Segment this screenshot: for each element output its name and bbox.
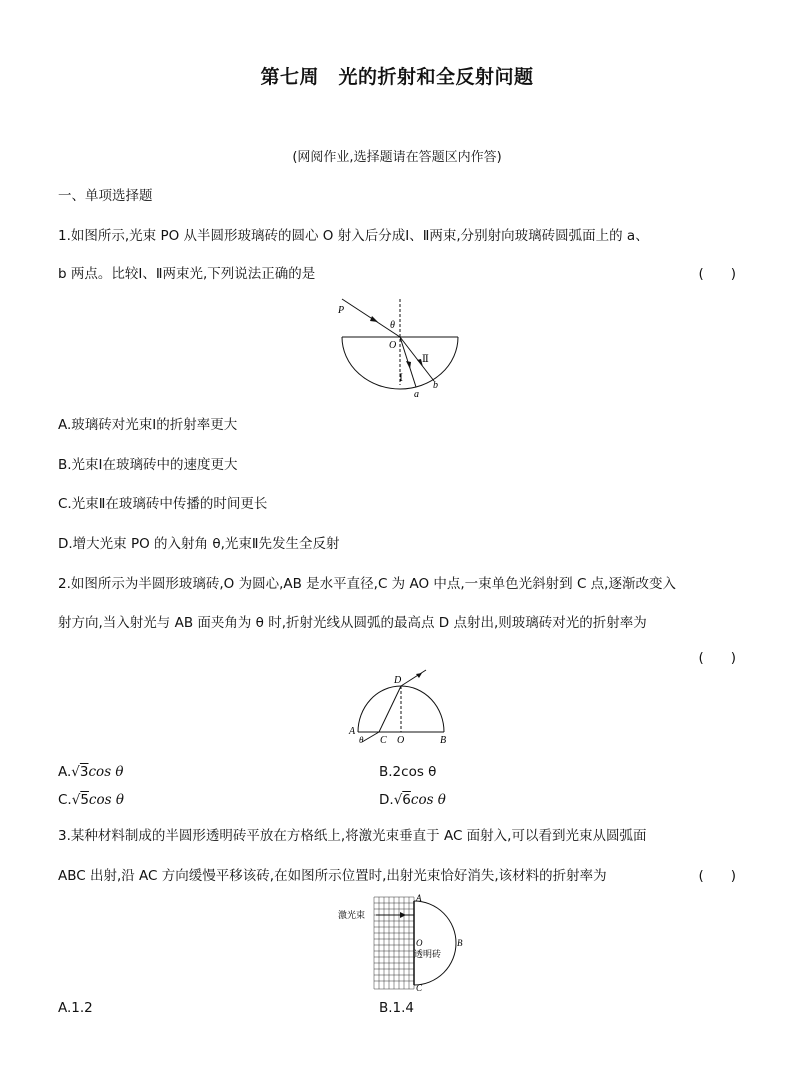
q3-label-B: B — [457, 938, 463, 948]
q1-label-P: P — [338, 305, 345, 316]
q1-label-I: Ⅰ — [399, 373, 403, 384]
q1-option-a[interactable]: A.玻璃砖对光束Ⅰ的折射率更大 — [58, 417, 238, 433]
q1-option-d[interactable]: D.增大光束 PO 的入射角 θ,光束Ⅱ先发生全反射 — [58, 536, 340, 552]
q2-label-theta: θ — [359, 735, 364, 745]
q2-option-d[interactable]: D.√6cos θ — [379, 792, 446, 808]
q2-option-b[interactable]: B.2cos θ — [379, 764, 437, 780]
q3-text-line2: ABC 出射,沿 AC 方向缓慢平移该砖,在如图所示位置时,出射光束恰好消失,该材料的折射率为 — [58, 868, 607, 884]
q1-text-line2: b 两点。比较Ⅰ、Ⅱ两束光,下列说法正确的是 — [58, 266, 316, 282]
q2-refracted-ray — [379, 686, 401, 732]
q1-label-II: Ⅱ — [422, 354, 429, 365]
q1-incident-ray — [342, 299, 400, 337]
q2-option-c[interactable]: C.√5cos θ — [58, 792, 124, 808]
q1-answer-paren[interactable]: ( ) — [698, 266, 736, 282]
q1-text-line1: 1.如图所示,光束 PO 从半圆形玻璃砖的圆心 O 射入后分成Ⅰ、Ⅱ两束,分别射向玻璃砖圆弧面上的 a、 — [58, 228, 649, 244]
q3-label-O: O — [416, 938, 423, 948]
q3-answer-paren[interactable]: ( ) — [698, 868, 736, 884]
q1-incident-arrow — [370, 316, 378, 322]
q2-label-A: A — [349, 726, 356, 737]
q2-exit-ray — [401, 670, 426, 686]
q1-ray-II — [400, 337, 434, 381]
page-subtitle: (网阅作业,选择题请在答题区内作答) — [292, 150, 502, 165]
q1-label-O: O — [389, 340, 397, 351]
q2-text-line2: 射方向,当入射光与 AB 面夹角为 θ 时,折射光线从圆弧的最高点 D 点射出,则玻璃砖对光的折射率为 — [58, 615, 647, 631]
q3-label-brick: 透明砖 — [414, 949, 442, 959]
q2-label-C: C — [380, 735, 387, 746]
q3-option-a[interactable]: A.1.2 — [58, 1000, 93, 1016]
q1-option-b[interactable]: B.光束Ⅰ在玻璃砖中的速度更大 — [58, 457, 238, 473]
q3-label-A: A — [416, 893, 422, 903]
q2-label-O: O — [397, 735, 405, 746]
q2-label-B: B — [440, 735, 447, 746]
q2-figure — [340, 668, 460, 748]
q1-option-c[interactable]: C.光束Ⅱ在玻璃砖中传播的时间更长 — [58, 496, 268, 512]
q1-label-theta: θ — [390, 320, 395, 331]
q3-grid — [374, 897, 414, 989]
q2-answer-paren[interactable]: ( ) — [698, 650, 736, 666]
page-title: 第七周 光的折射和全反射问题 — [260, 66, 534, 88]
q1-label-b: b — [433, 380, 438, 391]
q2-option-a[interactable]: A.√3cos θ — [58, 764, 124, 780]
q3-laser-arrow — [400, 912, 406, 918]
section-heading: 一、单项选择题 — [58, 188, 153, 204]
q2-label-D: D — [394, 675, 402, 686]
q1-label-a: a — [414, 389, 419, 400]
q3-figure — [338, 893, 468, 993]
q2-text-line1: 2.如图所示为半圆形玻璃砖,O 为圆心,AB 是水平直径,C 为 AO 中点,一束单色光斜射到 C 点,逐渐改变入 — [58, 576, 676, 592]
q3-text-line1: 3.某种材料制成的半圆形透明砖平放在方格纸上,将激光束垂直于 AC 面射入,可以看到光束从圆弧面 — [58, 828, 647, 844]
q3-label-laser: 激光束 — [338, 910, 366, 920]
q3-option-b[interactable]: B.1.4 — [379, 1000, 415, 1016]
q2-incident-ray — [362, 732, 379, 742]
q3-label-C: C — [416, 983, 423, 993]
q1-figure — [330, 295, 470, 405]
